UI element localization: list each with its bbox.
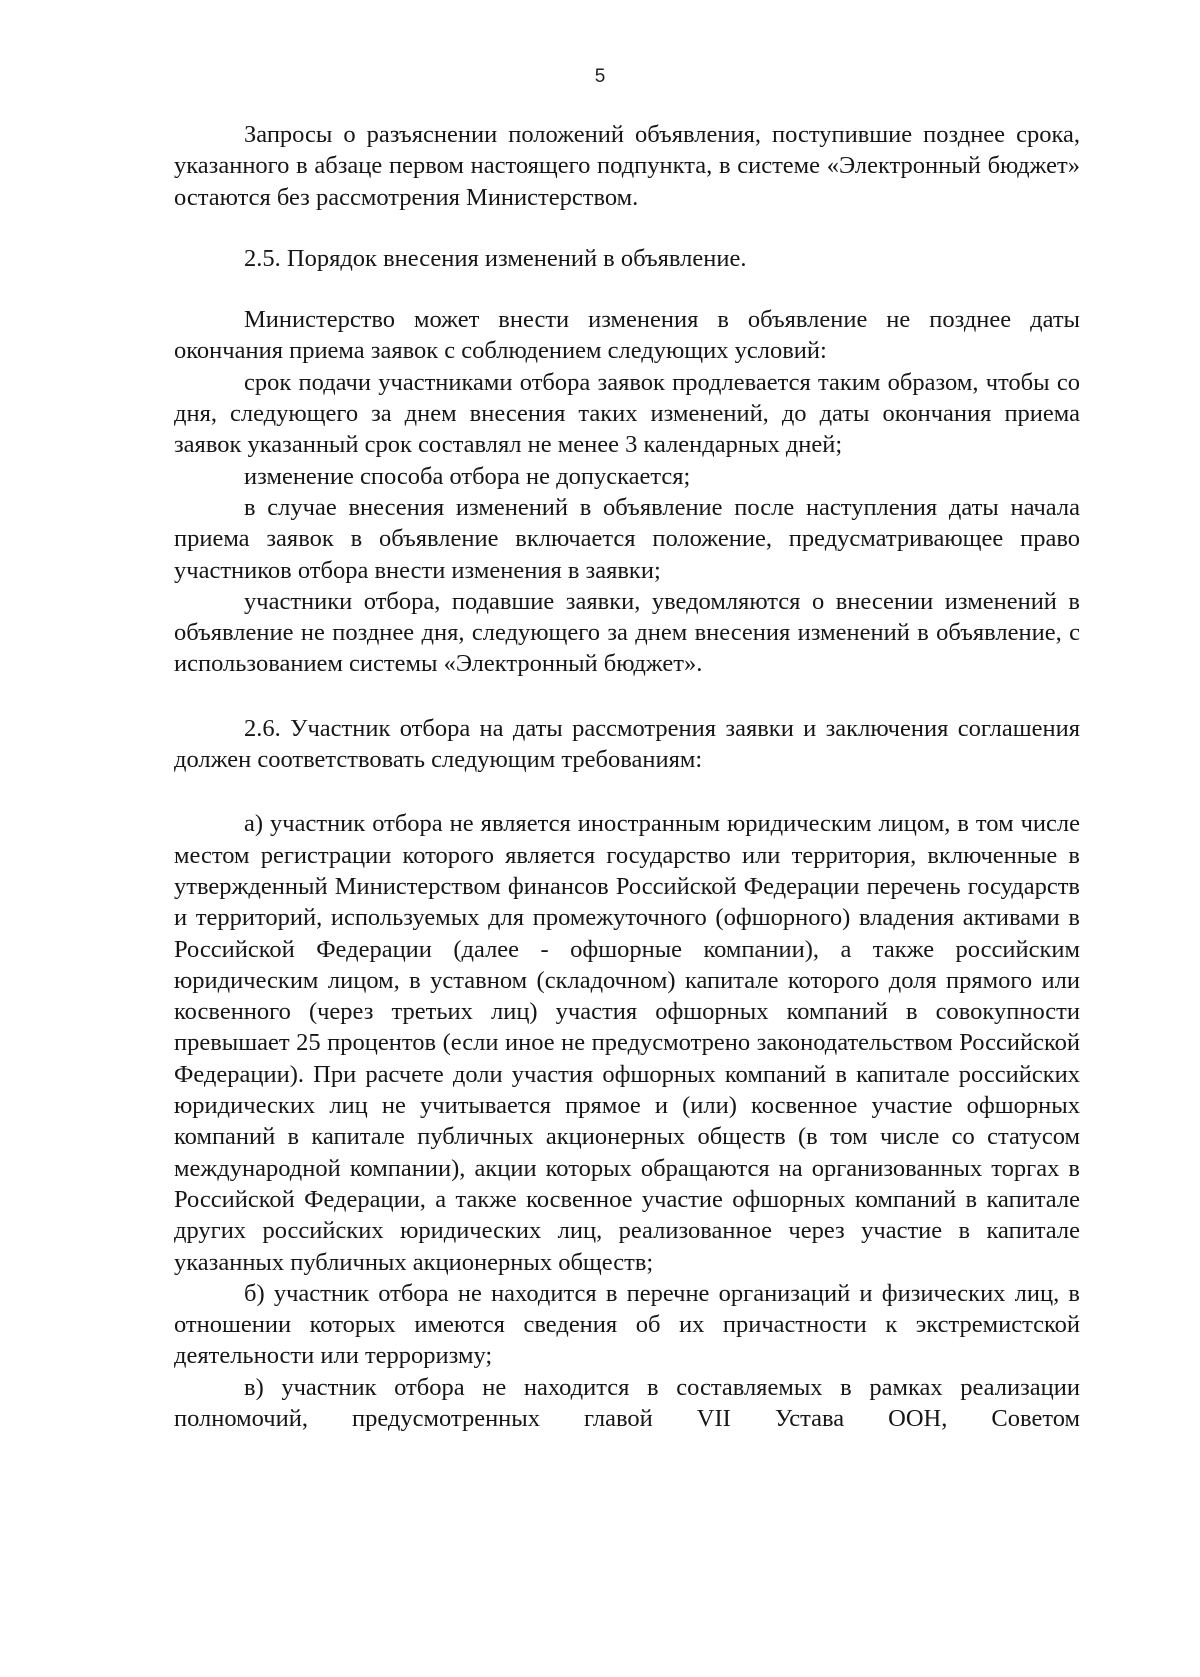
paragraph-method-change: изменение способа отбора не допускается; <box>244 462 691 490</box>
requirement-b: б) участник отбора не находится в перечне организаций и физических лиц, в отношении которых имеются сведения об их причастности к экстремистской деятельности или терроризму; <box>174 1279 1080 1370</box>
requirement-a: а) участник отбора не является иностранным юридическим лицом, в том числе местом регистрации которого является государство или территория, включенные в утвержденный Министерством финансов Российской Федерации перечень государств и территорий, используемых для промежуточного (офшорного) владения активами в Российской Федерации (далее - офшорные компании), а также российским юридическим лицом, в уставном (складочном) капитале которого доля прямого или косвенного (через третьих лиц) участия офшорных компаний в совокупности превышает 25 процентов (если иное не предусмотрено законодательством Российской Федерации). При расчете доли участия офшорных компаний в капитале российских юридических лиц не учитывается прямое и (или) косвенное участие офшорных компаний в капитале публичных акционерных обществ (в том числе со статусом международной компании), акции которых обращаются на организованных торгах в Российской Федерации, а также косвенное участие офшорных компаний в капитале других российских юридических лиц, реализованное через участие в капитале указанных публичных акционерных обществ; <box>174 810 1080 1276</box>
section-heading-2-5: 2.5. Порядок внесения изменений в объявление. <box>244 244 747 272</box>
paragraph-participant-notification: участники отбора, подавшие заявки, уведомляются о внесении изменений в объявление не позднее дня, следующего за днем внесения изменений в объявление, с использованием системы «Электронный бюджет». <box>174 587 1080 678</box>
requirement-v: в) участник отбора не находится в составляемых в рамках реализации полномочий, предусмотренных главой VII Устава ООН, Советом <box>174 1373 1080 1432</box>
paragraph-changes-after-start: в случае внесения изменений в объявление после наступления даты начала приема заявок в объявление включается положение, предусматривающее право участников отбора внести изменения в заявки; <box>174 493 1080 584</box>
document-body <box>174 119 1080 1434</box>
section-heading-2-6: 2.6. Участник отбора на даты рассмотрения заявки и заключения соглашения должен соответствовать следующим требованиям: <box>174 714 1080 774</box>
paragraph-deadline-extension: срок подачи участниками отбора заявок продлевается таким образом, чтобы со дня, следующего за днем внесения таких изменений, до даты окончания приема заявок указанный срок составлял не менее 3 календарных дней; <box>174 368 1080 459</box>
paragraph-ministry-changes: Министерство может внести изменения в объявление не позднее даты окончания приема заявок с соблюдением следующих условий: <box>174 306 1080 365</box>
page-number: 5 <box>594 66 606 87</box>
paragraph-clarification-requests: Запросы о разъяснении положений объявления, поступившие позднее срока, указанного в абзаце первом настоящего подпункта, в системе «Электронный бюджет» остаются без рассмотрения Министерством. <box>174 121 1080 211</box>
